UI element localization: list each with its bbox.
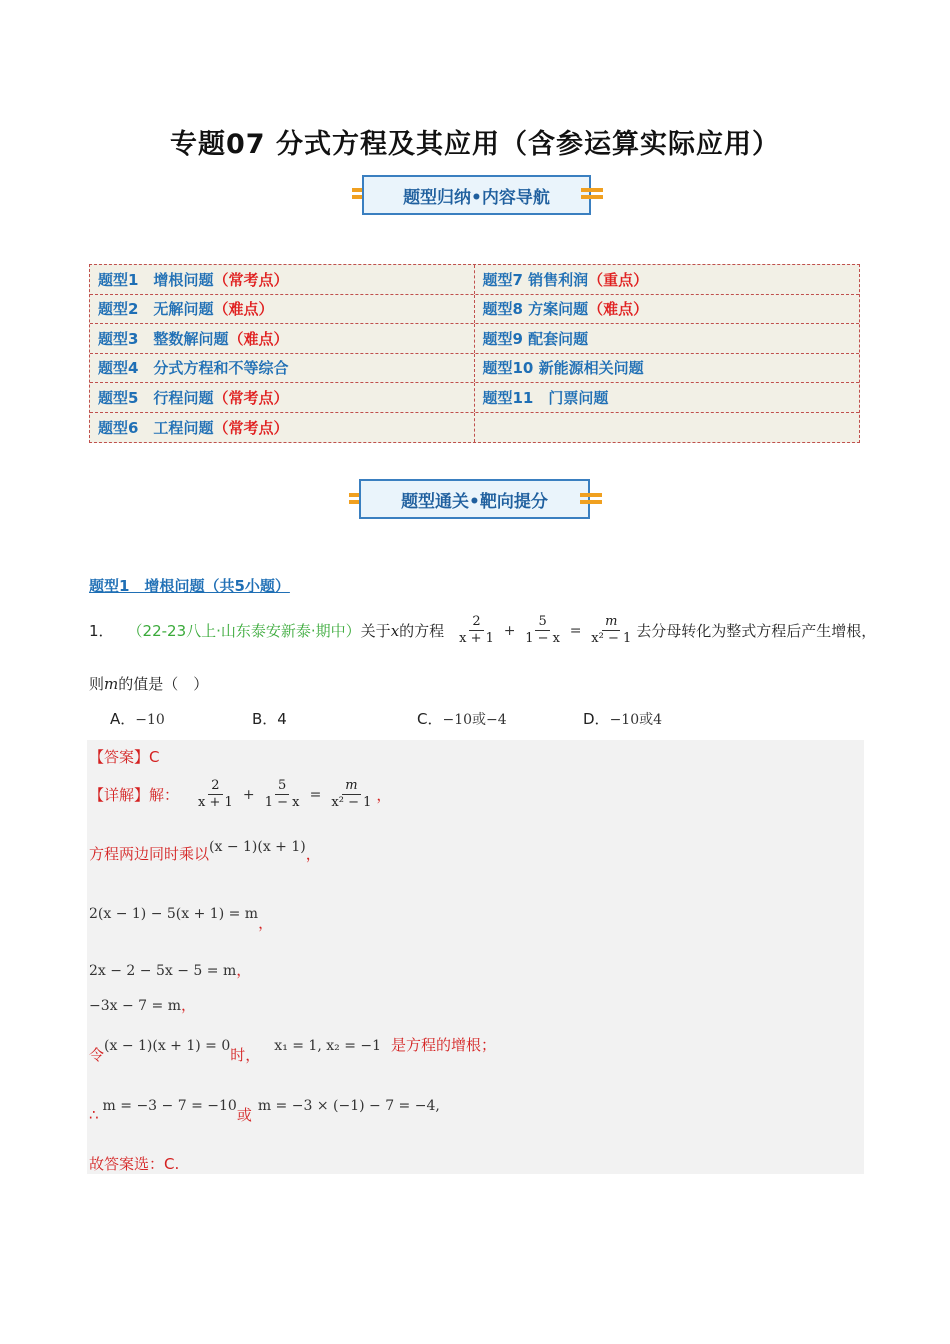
banner-right-deco-icon <box>581 183 603 203</box>
step-6: ∴ m = −3 − 7 = −10或 m = −3 × (−1) − 7 = −4, <box>89 1098 440 1124</box>
toc-item-empty <box>475 413 860 443</box>
toc-item[interactable]: 题型8 方案问题 （难点） <box>482 300 649 319</box>
step-3: 2x − 2 − 5x − 5 = m， <box>89 961 252 979</box>
detail-label: 【详解】解： <box>89 786 180 804</box>
detail-line: 【详解】解： $\frac{2}{x + 1}$ + $\frac{5}{1 - x}$ = $\frac{m}{\text{x² − 1}}$ ， <box>89 778 392 810</box>
question-number: 1． <box>89 622 114 640</box>
toc-item[interactable]: 题型3 整数解问题 （难点） <box>90 324 475 353</box>
option-d[interactable]: D．−10或4 <box>583 710 663 728</box>
step-1: 方程两边同时乘以(x − 1)(x + 1)， <box>89 839 321 863</box>
question-line <box>89 614 879 647</box>
variable-x: x <box>390 621 400 640</box>
step-5: 令(x − 1)(x + 1) = 0时， x₁ = 1, x₂ = −1 是方程的增根； <box>89 1036 497 1064</box>
toc-row <box>90 265 859 295</box>
toc-item[interactable]: 题型2 无解问题 （难点） <box>90 295 475 324</box>
toc-item[interactable]: 题型5 行程问题 （常考点） <box>90 383 475 412</box>
section-banner <box>359 479 590 519</box>
question-text: 去分母转化为整式方程后产生增根， <box>636 622 877 640</box>
question-source: （22-23八上·山东泰安新泰·期中） <box>127 622 361 640</box>
step-4: −3x − 7 = m， <box>89 996 196 1014</box>
question-text: 的方程 <box>399 622 445 640</box>
option-b[interactable]: B．4 <box>252 710 287 728</box>
toc-item[interactable]: 题型7 销售利润 （重点） <box>482 270 649 289</box>
question-text: 关于 <box>360 622 391 640</box>
toc-row <box>90 295 859 325</box>
equation: $\frac{2}{x + 1}$ + $\frac{5}{1 - x}$ = $\frac{m}{\text{x² − 1}}$ <box>459 614 632 646</box>
page-title: 专题07 分式方程及其应用（含参运算实际应用） <box>170 129 780 160</box>
toc-item[interactable]: 题型11 门票问题 <box>482 388 609 407</box>
toc-item[interactable]: 题型1 增根问题 （常考点） <box>90 265 475 294</box>
toc-row <box>90 324 859 354</box>
toc-row <box>90 383 859 413</box>
section-banner-label: 题型通关•靶向提分 <box>401 491 548 512</box>
toc-banner <box>362 175 591 215</box>
toc-banner-label: 题型归纳•内容导航 <box>403 187 550 208</box>
option-a[interactable]: A．−10 <box>110 710 165 728</box>
toc-row <box>90 413 859 443</box>
variable-m: m <box>104 675 119 693</box>
toc-item[interactable]: 题型4 分式方程和不等综合 <box>90 354 475 383</box>
option-c[interactable]: C．−10或−4 <box>417 710 507 728</box>
step-2: 2(x − 1) − 5(x + 1) = m， <box>89 906 274 932</box>
toc-table <box>89 264 860 443</box>
question-line-2: 则m的值是（ ） <box>89 675 209 693</box>
banner-right-deco-icon <box>580 488 602 508</box>
toc-item[interactable]: 题型6 工程问题 （常考点） <box>90 413 475 443</box>
toc-item[interactable]: 题型9 配套问题 <box>482 329 589 348</box>
toc-row <box>90 354 859 384</box>
answer-label: 【答案】C <box>89 748 160 766</box>
toc-item[interactable]: 题型10 新能源相关问题 <box>482 359 644 378</box>
section-heading: 题型1 增根问题（共5小题） <box>89 577 290 595</box>
final-answer: 故答案选：C. <box>89 1155 180 1173</box>
equation: $\frac{2}{x + 1}$ + $\frac{5}{1 - x}$ = $\frac{m}{\text{x² − 1}}$ <box>198 778 372 810</box>
